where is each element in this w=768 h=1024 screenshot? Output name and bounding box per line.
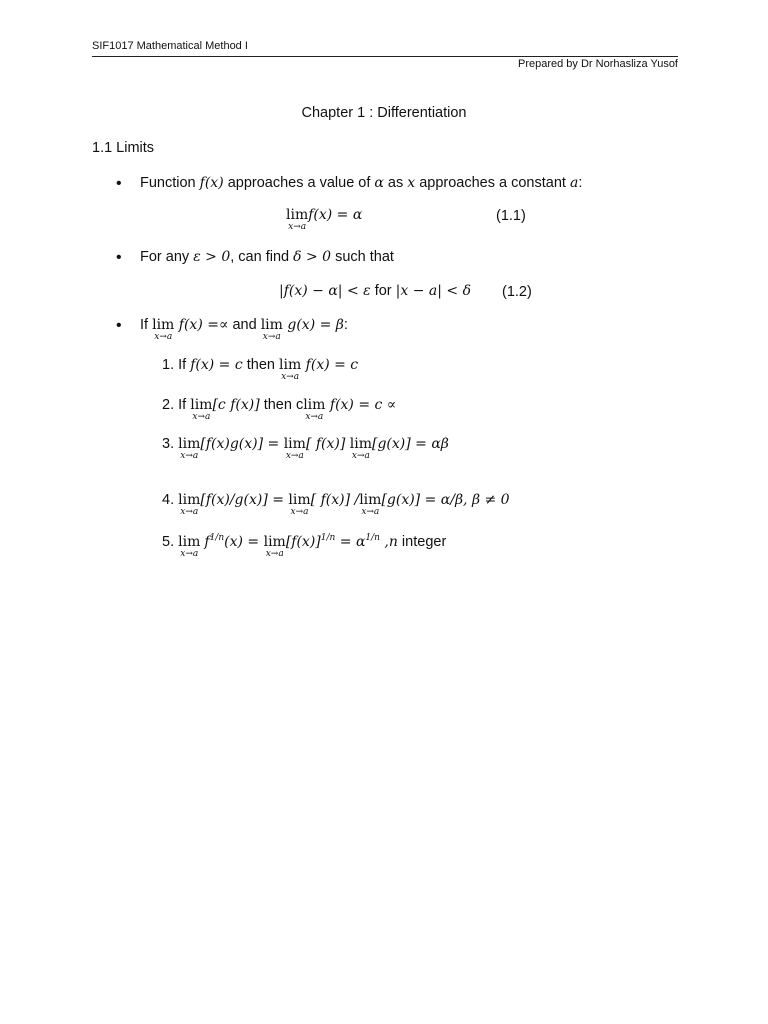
section-heading: 1.1 Limits [92, 140, 155, 156]
rule-5: 5. lim x→a $f^{1/n}(x) = \lim$ x→a $[f(x)]^{1/n} = \alpha^{1/n}$ ,n integer [162, 533, 447, 559]
rule-1: 1. If f(x) = c then lim x→a f(x) = c [162, 357, 359, 382]
bullet-3: • [116, 317, 122, 334]
chapter-title: Chapter 1 : Differentiation [301, 105, 467, 121]
equation-1-2: |f(x) − α| < ε for |x − a| < δ [279, 283, 472, 299]
bullet-3-text: If lim x→a f(x) =∝ and lim x→a g(x) = β: [140, 317, 348, 342]
equation-number-1-1: (1.1) [496, 208, 526, 224]
bullet-2: • [116, 249, 122, 266]
bullet-1: • [116, 175, 122, 192]
header-rule [92, 56, 678, 57]
author-header: Prepared by Dr Norhasliza Yusof [518, 58, 678, 70]
rule-3: 3. lim x→a [f(x)g(x)] = lim x→a [ f(x)] lim x→a [g(x)] = αβ [162, 436, 449, 461]
rule-4: 4. lim x→a [f(x)/g(x)] = lim x→a [ f(x)] /lim x→a [g(x)] = α/β, β ≠ 0 [162, 492, 510, 517]
equation-1-1: lim x→a f(x) = α [286, 207, 363, 232]
bullet-2-text: For any ε > 0, can find δ > 0 such that [140, 249, 394, 265]
rule-2: 2. If lim x→a [c f(x)] then clim x→a f(x) = c ∝ [162, 397, 397, 422]
equation-number-1-2: (1.2) [502, 284, 532, 300]
bullet-1-text: Function f(x) approaches a value of α as x approaches a constant a: [140, 175, 583, 191]
course-header: SIF1017 Mathematical Method I [92, 40, 248, 52]
